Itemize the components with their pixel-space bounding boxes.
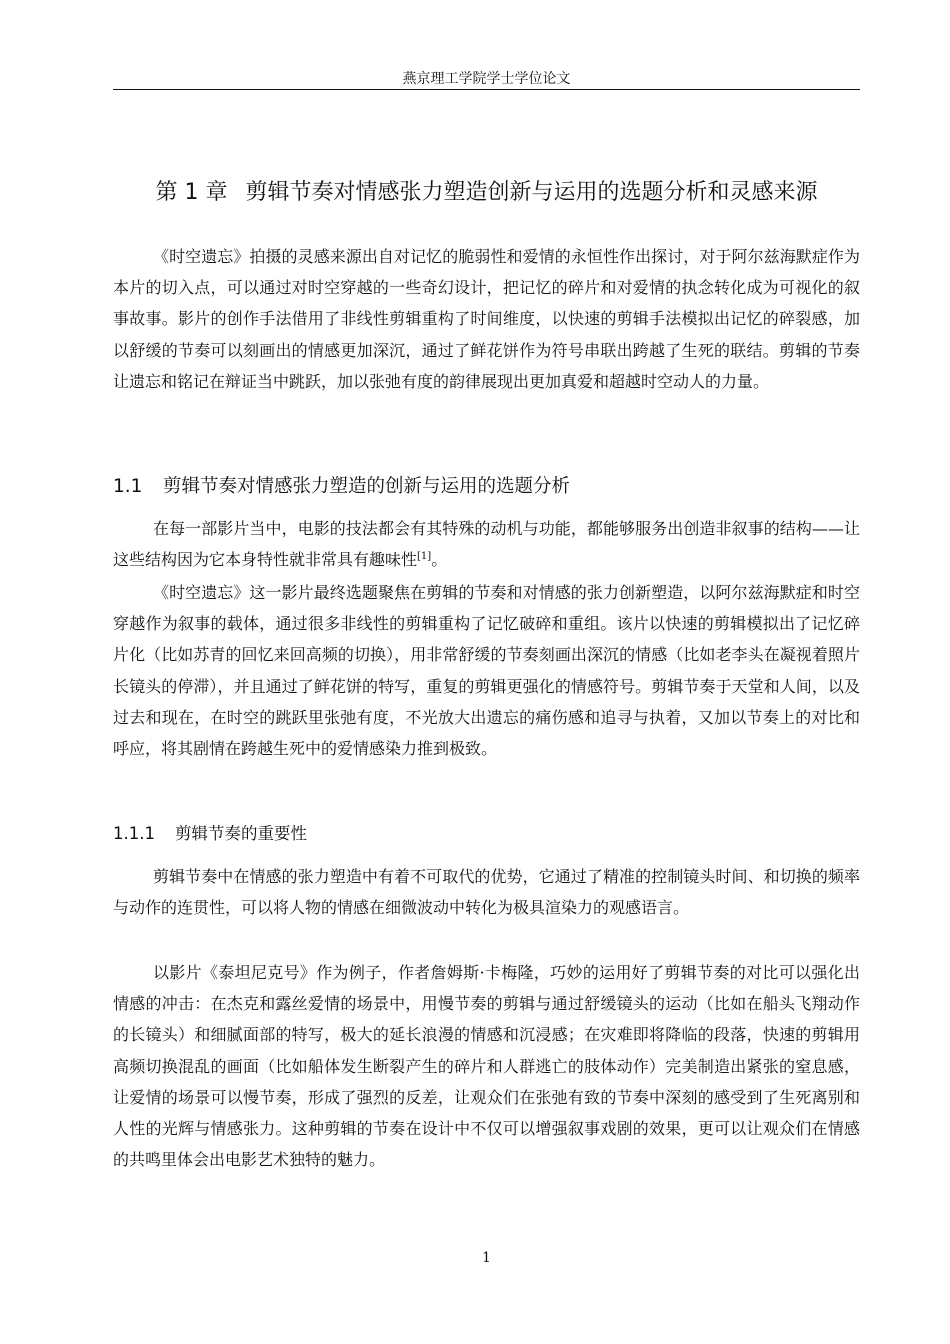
section-1-1-paragraph-1 (113, 513, 860, 575)
paragraph-text: 在每一部影片当中，电影的技法都会有其特殊的动机与功能，都能够服务出创造非叙事的结构——让这些结构因为它本身特性就非常具有趣味性 (113, 519, 860, 570)
subsection-1-1-1-paragraph-2: 以影片《泰坦尼克号》作为例子，作者詹姆斯·卡梅隆，巧妙的运用好了剪辑节奏的对比可以强化出情感的冲击：在杰克和露丝爱情的场景中，用慢节奏的剪辑与通过舒缓镜头的运动（比如在船头飞翔动作的长镜头）和细腻面部的特写，极大的延长浪漫的情感和沉浸感；在灾难即将降临的段落，快速的剪辑用高频切换混乱的画面（比如船体发生断裂产生的碎片和人群逃亡的肢体动作）完美制造出紧张的窒息感，让爱情的场景可以慢节奏，形成了强烈的反差，让观众们在张弛有致的节奏中深刻的感受到了生死离别和人性的光辉与情感张力。这种剪辑的节奏在设计中不仅可以增强叙事戏剧的效果，更可以让观众们在情感的共鸣里体会出电影艺术独特的魅力。 (113, 963, 860, 1170)
page-number: 1 (482, 1250, 491, 1266)
running-header: 燕京理工学院学士学位论文 (402, 71, 571, 87)
section-title-text: 剪辑节奏对情感张力塑造的创新与运用的选题分析 (163, 476, 571, 497)
section-heading-1-1 (113, 473, 570, 501)
header-rule (113, 89, 860, 90)
chapter-title-text: 剪辑节奏对情感张力塑造创新与运用的选题分析和灵感来源 (245, 180, 818, 205)
paragraph-end: 。 (431, 550, 448, 570)
subsection-heading-1-1-1 (113, 821, 307, 847)
intro-paragraph: 《时空遗忘》拍摄的灵感来源出自对记忆的脆弱性和爱情的永恒性作出探讨，对于阿尔兹海默症作为本片的切入点，可以通过对时空穿越的一些奇幻设计，把记忆的碎片和对爱情的执念转化成为可视化的叙事故事。影片的创作手法借用了非线性剪辑重构了时间维度，以快速的剪辑手法模拟出记忆的碎裂感，加以舒缓的节奏可以刻画出的情感更加深沉，通过了鲜花饼作为符号串联出跨越了生死的联结。剪辑的节奏让遗忘和铭记在辩证当中跳跃，加以张弛有度的韵律展现出更加真爱和超越时空动人的力量。 (113, 247, 860, 391)
citation-reference: [1] (417, 551, 432, 563)
subsection-1-1-1-paragraph-1: 剪辑节奏中在情感的张力塑造中有着不可取代的优势，它通过了精准的控制镜头时间、和切换的频率与动作的连贯性，可以将人物的情感在细微波动中转化为极具渲染力的观感语言。 (113, 867, 860, 918)
subsection-title-text: 剪辑节奏的重要性 (175, 824, 307, 843)
subsection-number: 1.1.1 (113, 824, 155, 843)
chapter-title (113, 177, 860, 209)
section-1-1-paragraph-2: 《时空遗忘》这一影片最终选题聚焦在剪辑的节奏和对情感的张力创新塑造，以阿尔兹海默症和时空穿越作为叙事的载体，通过很多非线性的剪辑重构了记忆破碎和重组。该片以快速的剪辑模拟出了记忆碎片化（比如苏青的回忆来回高频的切换），用非常舒缓的节奏刻画出深沉的情感（比如老李头在凝视着照片长镜头的停滞），并且通过了鲜花饼的特写，重复的剪辑更强化的情感符号。剪辑节奏于天堂和人间，以及过去和现在，在时空的跳跃里张弛有度，不光放大出遗忘的痛伤感和追寻与执着，又加以节奏上的对比和呼应，将其剧情在跨越生死中的爱情感染力推到极致。 (113, 583, 860, 759)
section-number: 1.1 (113, 476, 143, 497)
chapter-number: 第 1 章 (155, 180, 228, 205)
